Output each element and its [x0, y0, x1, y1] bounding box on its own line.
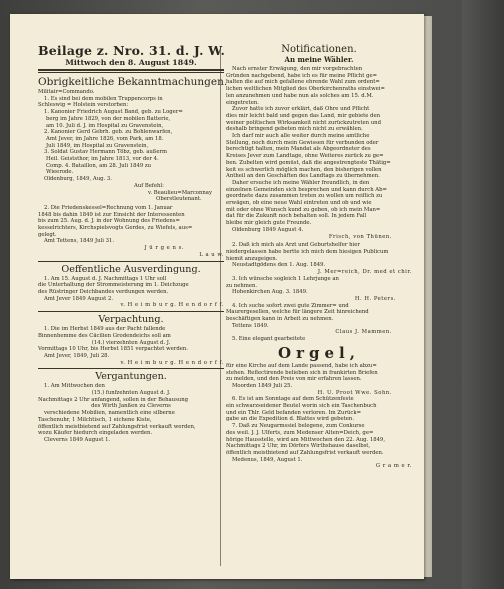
- text-line: Antheil an den Geschäften des Landtags zu übernehmen.: [226, 173, 380, 180]
- text-line: zu nehmen.: [226, 282, 258, 289]
- organ-headline: Orgel,: [278, 343, 360, 362]
- text-line: hörige Hausstelle, wird am Mittwochen den 22. Aug. 1849,: [226, 436, 386, 443]
- tender-title: Oeffentliche Ausverdingung.: [61, 263, 201, 275]
- text-line: ein schwarzseidener Beutel worin sich ein Taschenbuch: [226, 403, 377, 410]
- text-line: Schleswig = Holstein verstorben:: [38, 102, 129, 109]
- notifications-subtitle: An meine Wähler.: [284, 55, 354, 64]
- text-line: Binnenhemme des Cäcilien Grodendeichs soll am: [38, 332, 171, 339]
- text-line: des Rüstringer Deichbandes verdungen werden.: [38, 288, 169, 295]
- section-rule: [38, 368, 224, 369]
- signature: G r a m e r.: [375, 463, 412, 470]
- text-line: halten die auf mich gefallene ehrende Wahl zum ordent=: [226, 79, 380, 86]
- text-line: Moorden 1849 Juli 25.: [232, 382, 293, 389]
- text-line: Stellung, noch durch mein Gewissen für verbunden oder: [226, 139, 379, 146]
- text-line: Juli 1849, im Hospital zu Gravenstein,: [46, 142, 149, 149]
- header-rule: [38, 69, 224, 73]
- left-column: [38, 43, 228, 444]
- text-line: bis zum 25. Aug. d. J. in der Wohnung des Friedens=: [38, 218, 180, 225]
- text-line: 3. Soldat Gustav Hermann Töbz, geb. außerm: [44, 149, 168, 156]
- text-line: dat für die Zukunft noch behalten soll. In jedem Fall: [226, 213, 367, 220]
- text-line: 2. Die Friedenskessel=Rechnung vom 1. Januar: [44, 204, 173, 211]
- signature: J. Mer=reich, Dr. med et chir.: [317, 269, 412, 276]
- signature: H. H. Peters.: [354, 295, 396, 302]
- issue-date: Mittwoch den 8. August 1849.: [65, 58, 197, 67]
- signature: v. H e i m b u r g. H e n d o r f f.: [120, 302, 224, 309]
- text-line: Taschenuhr, 1 Milchtisch, 1 eichene Kiste,: [38, 416, 152, 423]
- notifications-title: Notificationen.: [281, 44, 357, 55]
- text-line: Kreises Jever zum Landtage, ohne Weiteres zurück zu ge=: [226, 153, 384, 160]
- text-line: des Wirth Janßen zu Cleverns: [91, 403, 171, 410]
- section-rule: [38, 261, 224, 262]
- text-line: 1. Am Mittwochen den: [44, 383, 105, 390]
- text-line: bleibe mir gleich gute Freunde.: [226, 220, 312, 227]
- text-line: berechtigt halten, mein Mandat als Abgeordneter des: [226, 146, 371, 153]
- text-line: am 10. Juli d. J. im Hospital zu Gravenstein,: [46, 122, 164, 129]
- text-line: erwägen, ob eine neue Wahl eintreten und ob und wie: [226, 200, 372, 207]
- text-line: beschäftigen kann in Arbeit zu nehmen.: [226, 316, 334, 323]
- text-line: Vormittags 10 Uhr, bis Herbst 1851 verpachtet werden.: [38, 346, 188, 353]
- text-line: kesselrichters, Kirchspielsvogts Gerdes, zu Wiefels, aus=: [38, 225, 193, 232]
- newspaper-page: [10, 14, 424, 579]
- right-column: [226, 44, 412, 470]
- signature: Frisch, von Thünen.: [328, 233, 392, 240]
- text-line: Tettens 1849.: [232, 322, 269, 329]
- text-line: Hohenkirchen Aug. 3. 1849.: [232, 289, 308, 296]
- text-line: Daher ersuche ich meine Wähler freundlich, in den: [232, 179, 370, 186]
- text-line: weiner politischen Wirksamkeit nicht zurückzutreten und: [226, 119, 381, 126]
- text-line: 1848 bis dahin 1849 ist zur Einsicht der Interessenten: [38, 211, 185, 218]
- text-line: Oldenburg 1849 August 4.: [232, 226, 304, 233]
- text-line: (15.) funfzehnten August d. J.: [91, 390, 171, 397]
- text-line: Nachmittags 2 Uhr, im Dörfers Wirthshause daselbst,: [226, 443, 371, 450]
- text-line: deshalb bringend gebeten mich nicht zu erwählen.: [226, 126, 363, 133]
- text-line: Auf Befehl:: [134, 182, 164, 189]
- lease-title: Verpachtung.: [98, 314, 164, 326]
- signature: L a u w.: [199, 251, 224, 258]
- text-line: Comp. 4. Bataillon, am 28. Juli 1849 zu: [46, 162, 152, 169]
- text-line: Nachmittags 2 Uhr anfangend, sollen in der Behausung: [38, 396, 189, 403]
- text-line: 1. Die im Herbst 1849 aus der Pacht fallende: [44, 326, 166, 333]
- text-line: (14.) vierzehnten August d. J.: [91, 339, 171, 346]
- text-line: len anzunehmen und habe nun als solches am 15. d.M.: [226, 92, 374, 99]
- text-line: zu melden, und den Preis von mir erfahren lassen.: [226, 376, 362, 383]
- text-line: Amt Tettens, 1849 Juli 31.: [44, 238, 114, 245]
- text-line: verschiedene Mobilien, namentlich eine silberne: [44, 410, 175, 417]
- book-binding: [462, 0, 504, 589]
- text-line: Medenus, 1849, August 1.: [232, 456, 303, 463]
- text-line: berg im Jahre 1829, von der mobilen Batterie,: [46, 115, 171, 122]
- text-line: 7. Daß zu Neugarmssiel belegene, zum Conkurse: [232, 423, 365, 430]
- text-line: hiemit anzugeigen.: [226, 255, 278, 262]
- text-line: v. Beaulieu=Marconnay: [148, 189, 212, 196]
- text-line: niedergelassen habe bertte ich mich dem hiesigen Publicum: [226, 248, 389, 255]
- text-line: Neustadtgödens den 1. Aug. 1849.: [232, 262, 326, 269]
- text-line: Gründen nachgebend, habe ich es für meine Pflicht ge=: [226, 72, 378, 79]
- text-line: Maurergesellen, welche für längere Zeit hinreichend: [226, 309, 369, 316]
- text-line: Amt Jever, 1849, Juli 28.: [44, 352, 110, 359]
- text-line: 5. Eine elegant gearbeitete: [232, 336, 306, 343]
- supplement-title: Beilage z. Nro. 31. d. J. W.: [38, 43, 226, 58]
- text-line: 2. Kanonier Gerd Gebrh. geb. zu Bohlenwarfen,: [44, 129, 173, 136]
- text-line: Wieerode.: [46, 169, 74, 176]
- text-line: Cleverns 1849 August 1.: [44, 436, 111, 443]
- text-line: lichen weltlichen Mitglied des Oberkirchenraths einstwei=: [226, 86, 385, 93]
- text-line: öffentlich meistbietend auf Zahlungsfrist verkauft werden.: [226, 449, 384, 456]
- text-line: die Unterhaltung der Strommeisterung im 1. Deichzuge: [38, 282, 189, 289]
- text-line: Amt Jever, im Jahre 1826, vom Park, am 18.: [46, 135, 164, 142]
- text-line: 6. Es ist am Sonntage auf dem Schützenfeste: [232, 396, 354, 403]
- text-line: Nach ernster Erwägung, den mir vorgebrachten: [232, 66, 363, 72]
- text-line: mit oder ohne Wunsch kund zu geben, ob ich mein Man=: [226, 206, 381, 213]
- text-line: keit es schwerlich möglich machen, den bisherigen vollen: [226, 166, 382, 173]
- official-notices-title: Obrigkeitliche Bekanntmachungen.: [38, 76, 228, 88]
- text-line: des weil. J. J. Ulferts, zum Medenser Alten=Deich, ge=: [226, 429, 374, 436]
- text-line: einzelnen Gemeinden sich besprechen und kann durch Ab=: [226, 186, 387, 193]
- text-line: Zuvor hatte ich zuvor erklärt, daß Ohre und Pflicht: [232, 106, 370, 113]
- text-line: Amt Jever 1849 August 2.: [44, 295, 114, 302]
- text-line: für eine Kirche auf dem Lande passend, habe ich abzu=: [226, 362, 377, 369]
- text-line: wozu Käufer hiedurch eingeladen werden.: [38, 430, 153, 437]
- text-line: eingetreten.: [226, 99, 259, 106]
- text-line: dies mir leicht bald und gegen das Land, mir gebiete den: [226, 112, 380, 119]
- text-line: und ein Thlr. Geld befanden verloren. Im Zurück=: [226, 409, 362, 416]
- military-subtitle: Militair=Commando.: [38, 89, 95, 95]
- text-line: gabe an die Expedition d. Blattes wird gebeten.: [226, 416, 355, 423]
- auctions-title: Vergantungen.: [95, 371, 167, 383]
- text-line: 1. Es sind bei dem mobilen Truppencorps in: [44, 95, 163, 102]
- text-line: stehen. Reflectirende belieben sich in frankirten Briefen: [226, 369, 378, 376]
- signature: H. U. Proot Wwe. Sohn.: [317, 389, 392, 396]
- text-line: geordnete dazu zusammen treten zu wollen um reiflich zu: [226, 193, 383, 200]
- text-line: Heil. Geiststhor, im Jahre 1813, vor der 4.: [46, 156, 159, 163]
- text-line: Oldenburg, 1849, Aug. 3.: [44, 176, 112, 183]
- page-edge: [424, 16, 432, 577]
- text-line: öffentlich meistbietend auf Zahlungsfrist verkauft werden,: [38, 423, 196, 430]
- text-line: 1. Kanonier Friedrich August Band, geb. zu Loger=: [44, 109, 183, 116]
- text-line: 1. Am 15. August d. J. Nachmittags 1 Uhr soll: [44, 275, 167, 282]
- text-line: Ich darf mir auch alle weiter durch meine amtliche: [232, 133, 370, 140]
- text-line: Oberstleutenant.: [156, 196, 202, 203]
- signature: J ü r g e n s.: [144, 245, 184, 252]
- signature: v. H e i m b u r g. H e n d o r f f.: [120, 359, 224, 366]
- signature: Claus J. Mammen.: [335, 329, 392, 336]
- text-line: ben. Zubelten wird gemüst, daß die angestrengteste Thätig=: [226, 159, 391, 166]
- text-line: gelegt.: [38, 231, 57, 238]
- text-line: 2. Daß ich mich als Arzt und Geburtshelfer hier: [232, 242, 360, 249]
- section-rule: [38, 311, 224, 312]
- text-line: 3. Ich wünsche sogleich 1 Lehrjunge an: [232, 275, 339, 282]
- text-line: 4. Ich suche sofort zwei gute Zimmer= und: [232, 302, 349, 309]
